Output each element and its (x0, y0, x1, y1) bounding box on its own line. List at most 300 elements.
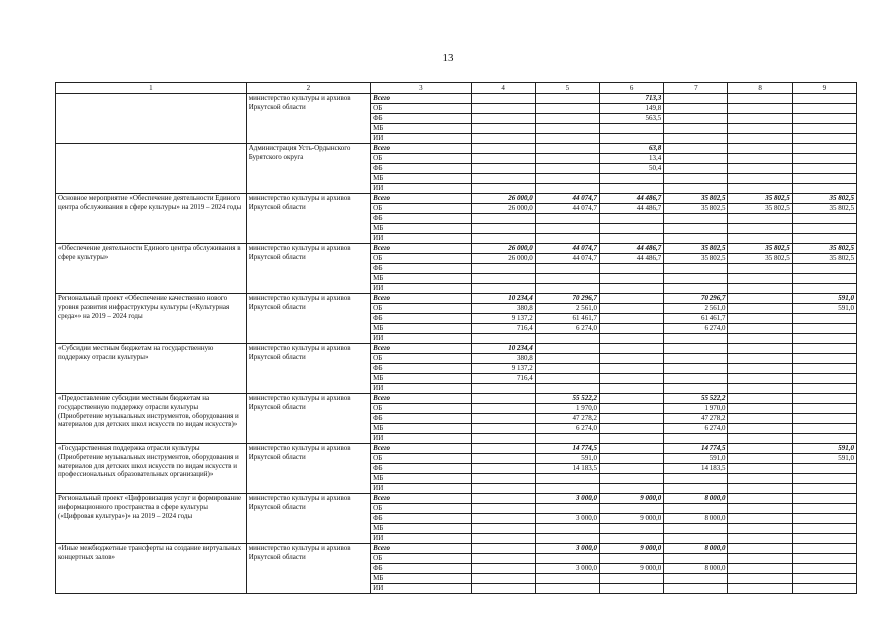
amount-cell-5 (535, 104, 599, 114)
amount-cell-7: 1 970,0 (664, 404, 728, 414)
amount-cell-6 (600, 364, 664, 374)
funding-source: ИИ (371, 434, 471, 444)
amount-cell-6 (600, 274, 664, 284)
amount-cell-5 (535, 174, 599, 184)
amount-cell-5: 1 970,0 (535, 404, 599, 414)
amount-cell-7 (664, 144, 728, 154)
funding-source: ИИ (371, 234, 471, 244)
amount-cell-4: 9 137,2 (471, 364, 535, 374)
funding-source: МБ (371, 374, 471, 384)
amount-cell-5 (535, 504, 599, 514)
amount-cell-6 (600, 414, 664, 424)
amount-cell-9: 591,0 (792, 444, 856, 454)
funding-source: ИИ (371, 134, 471, 144)
funding-source: ОБ (371, 354, 471, 364)
amount-cell-5 (535, 554, 599, 564)
funding-source: ФБ (371, 514, 471, 524)
amount-cell-4 (471, 114, 535, 124)
amount-cell-6 (600, 524, 664, 534)
amount-cell-5: 2 561,0 (535, 304, 599, 314)
amount-cell-5: 44 074,7 (535, 194, 599, 204)
amount-cell-5 (535, 374, 599, 384)
amount-cell-4 (471, 524, 535, 534)
funding-source: ИИ (371, 384, 471, 394)
amount-cell-8 (728, 464, 792, 474)
amount-cell-8 (728, 234, 792, 244)
measure-name (56, 94, 247, 144)
amount-cell-9 (792, 134, 856, 144)
amount-cell-8 (728, 544, 792, 554)
amount-cell-6 (600, 354, 664, 364)
col-header-1: 1 (56, 83, 247, 94)
amount-cell-8 (728, 144, 792, 154)
amount-cell-9 (792, 464, 856, 474)
amount-cell-5 (535, 584, 599, 594)
amount-cell-6: 9 000,0 (600, 544, 664, 554)
amount-cell-9 (792, 94, 856, 104)
amount-cell-7 (664, 94, 728, 104)
amount-cell-4: 26 000,0 (471, 244, 535, 254)
amount-cell-8 (728, 384, 792, 394)
amount-cell-4: 380,8 (471, 304, 535, 314)
amount-cell-7 (664, 214, 728, 224)
amount-cell-6: 13,4 (600, 154, 664, 164)
col-header-8: 8 (728, 83, 792, 94)
amount-cell-4: 26 000,0 (471, 254, 535, 264)
amount-cell-8 (728, 484, 792, 494)
funding-source: ИИ (371, 484, 471, 494)
amount-cell-8 (728, 304, 792, 314)
amount-cell-9: 591,0 (792, 294, 856, 304)
amount-cell-7 (664, 534, 728, 544)
executor-name: министерство культуры и архивов Иркутской области (246, 544, 370, 594)
amount-cell-7: 35 802,5 (664, 204, 728, 214)
funding-source: МБ (371, 224, 471, 234)
amount-cell-9 (792, 564, 856, 574)
amount-cell-9 (792, 284, 856, 294)
funding-source: Всего (371, 294, 471, 304)
amount-cell-5: 14 183,5 (535, 464, 599, 474)
amount-cell-9: 35 802,5 (792, 194, 856, 204)
funding-source: МБ (371, 174, 471, 184)
amount-cell-9 (792, 434, 856, 444)
amount-cell-7 (664, 524, 728, 534)
amount-cell-4: 716,4 (471, 374, 535, 384)
funding-source: ОБ (371, 454, 471, 464)
amount-cell-4 (471, 414, 535, 424)
amount-cell-4 (471, 484, 535, 494)
measure-name: «Иные межбюджетные трансферты на создание виртуальных концертных залов» (56, 544, 247, 594)
amount-cell-4 (471, 514, 535, 524)
funding-source: МБ (371, 324, 471, 334)
amount-cell-7: 47 278,2 (664, 414, 728, 424)
amount-cell-5: 3 000,0 (535, 564, 599, 574)
amount-cell-6 (600, 574, 664, 584)
amount-cell-9 (792, 404, 856, 414)
amount-cell-7 (664, 124, 728, 134)
col-header-4: 4 (471, 83, 535, 94)
amount-cell-4 (471, 584, 535, 594)
amount-cell-9 (792, 124, 856, 134)
amount-cell-4 (471, 504, 535, 514)
amount-cell-9 (792, 424, 856, 434)
amount-cell-4: 10 234,4 (471, 344, 535, 354)
amount-cell-5: 3 000,0 (535, 494, 599, 504)
amount-cell-7 (664, 374, 728, 384)
table-row (56, 94, 857, 104)
amount-cell-9 (792, 414, 856, 424)
amount-cell-5 (535, 114, 599, 124)
budget-table (55, 82, 857, 594)
amount-cell-6 (600, 264, 664, 274)
amount-cell-6: 44 486,7 (600, 194, 664, 204)
amount-cell-8: 35 802,5 (728, 254, 792, 264)
amount-cell-7 (664, 504, 728, 514)
amount-cell-6 (600, 324, 664, 334)
amount-cell-8 (728, 584, 792, 594)
amount-cell-4 (471, 124, 535, 134)
amount-cell-6 (600, 444, 664, 454)
amount-cell-8 (728, 264, 792, 274)
amount-cell-8 (728, 154, 792, 164)
amount-cell-5 (535, 524, 599, 534)
amount-cell-6: 9 000,0 (600, 564, 664, 574)
amount-cell-6 (600, 214, 664, 224)
amount-cell-9 (792, 494, 856, 504)
amount-cell-9 (792, 394, 856, 404)
amount-cell-8 (728, 404, 792, 414)
amount-cell-8: 35 802,5 (728, 204, 792, 214)
funding-source: ФБ (371, 164, 471, 174)
table-row (56, 494, 857, 504)
amount-cell-9 (792, 234, 856, 244)
amount-cell-8 (728, 474, 792, 484)
amount-cell-9 (792, 514, 856, 524)
amount-cell-5 (535, 234, 599, 244)
amount-cell-6: 9 000,0 (600, 494, 664, 504)
amount-cell-8 (728, 534, 792, 544)
amount-cell-6 (600, 174, 664, 184)
amount-cell-6 (600, 124, 664, 134)
amount-cell-4 (471, 164, 535, 174)
amount-cell-7 (664, 224, 728, 234)
amount-cell-5 (535, 534, 599, 544)
amount-cell-7: 6 274,0 (664, 324, 728, 334)
table-body (56, 83, 857, 594)
amount-cell-6 (600, 294, 664, 304)
amount-cell-7 (664, 584, 728, 594)
amount-cell-9 (792, 314, 856, 324)
amount-cell-6 (600, 424, 664, 434)
amount-cell-7: 35 802,5 (664, 194, 728, 204)
amount-cell-6 (600, 314, 664, 324)
amount-cell-4 (471, 454, 535, 464)
funding-source: ФБ (371, 264, 471, 274)
amount-cell-5 (535, 264, 599, 274)
amount-cell-6 (600, 434, 664, 444)
table-row (56, 144, 857, 154)
amount-cell-6 (600, 374, 664, 384)
amount-cell-9 (792, 334, 856, 344)
col-header-9: 9 (792, 83, 856, 94)
amount-cell-8 (728, 414, 792, 424)
amount-cell-8: 35 802,5 (728, 244, 792, 254)
amount-cell-5 (535, 364, 599, 374)
amount-cell-9 (792, 574, 856, 584)
amount-cell-5 (535, 354, 599, 364)
amount-cell-8 (728, 114, 792, 124)
amount-cell-7 (664, 554, 728, 564)
amount-cell-8 (728, 184, 792, 194)
amount-cell-4 (471, 394, 535, 404)
header-row (56, 83, 857, 94)
amount-cell-9: 35 802,5 (792, 244, 856, 254)
funding-source: ФБ (371, 214, 471, 224)
amount-cell-8 (728, 224, 792, 234)
amount-cell-9 (792, 174, 856, 184)
funding-source: Всего (371, 494, 471, 504)
funding-source: Всего (371, 144, 471, 154)
measure-name: «Государственная поддержка отрасли культуры (Приобретение музыкальных инструментов, оборудования и материалов для детских школ искусств по видам искусств и профессиональных образовательных организаций)» (56, 444, 247, 494)
funding-source: ОБ (371, 204, 471, 214)
amount-cell-7 (664, 344, 728, 354)
funding-source: ФБ (371, 114, 471, 124)
amount-cell-9 (792, 524, 856, 534)
amount-cell-7 (664, 104, 728, 114)
table-row (56, 194, 857, 204)
amount-cell-6: 9 000,0 (600, 514, 664, 524)
executor-name: министерство культуры и архивов Иркутской области (246, 394, 370, 444)
funding-source: МБ (371, 574, 471, 584)
amount-cell-4 (471, 424, 535, 434)
amount-cell-5 (535, 184, 599, 194)
amount-cell-5: 591,0 (535, 454, 599, 464)
amount-cell-6: 44 486,7 (600, 244, 664, 254)
amount-cell-6: 50,4 (600, 164, 664, 174)
executor-name: министерство культуры и архивов Иркутской области (246, 244, 370, 294)
amount-cell-8 (728, 454, 792, 464)
amount-cell-5 (535, 484, 599, 494)
amount-cell-4 (471, 534, 535, 544)
amount-cell-7: 61 461,7 (664, 314, 728, 324)
amount-cell-7 (664, 184, 728, 194)
amount-cell-7 (664, 234, 728, 244)
amount-cell-8 (728, 504, 792, 514)
funding-source: Всего (371, 194, 471, 204)
amount-cell-9 (792, 264, 856, 274)
amount-cell-7 (664, 484, 728, 494)
amount-cell-5 (535, 344, 599, 354)
amount-cell-9 (792, 144, 856, 154)
amount-cell-7 (664, 134, 728, 144)
amount-cell-4 (471, 404, 535, 414)
measure-name: «Субсидии местным бюджетам на государственную поддержку отрасли культуры» (56, 344, 247, 394)
amount-cell-8 (728, 344, 792, 354)
amount-cell-9 (792, 384, 856, 394)
amount-cell-8 (728, 574, 792, 584)
amount-cell-7 (664, 114, 728, 124)
amount-cell-8 (728, 314, 792, 324)
amount-cell-8: 35 802,5 (728, 194, 792, 204)
amount-cell-7: 8 000,0 (664, 564, 728, 574)
amount-cell-8 (728, 274, 792, 284)
amount-cell-6 (600, 404, 664, 414)
funding-source: Всего (371, 344, 471, 354)
measure-name: Региональный проект «Обеспечение качественно нового уровня развития инфраструктуры культуры («Культурная среда»» на 2019 – 2024 годы (56, 294, 247, 344)
amount-cell-7 (664, 364, 728, 374)
funding-source: ОБ (371, 504, 471, 514)
amount-cell-6 (600, 344, 664, 354)
amount-cell-9 (792, 104, 856, 114)
amount-cell-4 (471, 184, 535, 194)
amount-cell-5: 61 461,7 (535, 314, 599, 324)
amount-cell-7 (664, 154, 728, 164)
measure-name: «Обеспечение деятельности Единого центра обслуживания в сфере культуры» (56, 244, 247, 294)
amount-cell-4 (471, 264, 535, 274)
amount-cell-4 (471, 284, 535, 294)
amount-cell-5 (535, 334, 599, 344)
amount-cell-5: 6 274,0 (535, 324, 599, 334)
amount-cell-8 (728, 394, 792, 404)
funding-source: ИИ (371, 284, 471, 294)
amount-cell-6 (600, 534, 664, 544)
amount-cell-8 (728, 214, 792, 224)
funding-source: ОБ (371, 304, 471, 314)
amount-cell-8 (728, 104, 792, 114)
amount-cell-5: 44 074,7 (535, 244, 599, 254)
amount-cell-7: 70 296,7 (664, 294, 728, 304)
executor-name: министерство культуры и архивов Иркутской области (246, 494, 370, 544)
amount-cell-5 (535, 134, 599, 144)
amount-cell-4 (471, 224, 535, 234)
amount-cell-5 (535, 574, 599, 584)
funding-source: ФБ (371, 464, 471, 474)
amount-cell-6 (600, 474, 664, 484)
table-row (56, 294, 857, 304)
funding-source: МБ (371, 524, 471, 534)
amount-cell-4 (471, 564, 535, 574)
amount-cell-6 (600, 304, 664, 314)
amount-cell-4 (471, 104, 535, 114)
funding-source: МБ (371, 124, 471, 134)
amount-cell-4 (471, 474, 535, 484)
amount-cell-7: 14 183,5 (664, 464, 728, 474)
amount-cell-5 (535, 124, 599, 134)
amount-cell-7 (664, 384, 728, 394)
amount-cell-6 (600, 284, 664, 294)
funding-source: ОБ (371, 404, 471, 414)
amount-cell-4 (471, 494, 535, 504)
amount-cell-7: 6 274,0 (664, 424, 728, 434)
amount-cell-5 (535, 154, 599, 164)
amount-cell-6: 149,8 (600, 104, 664, 114)
amount-cell-7 (664, 354, 728, 364)
amount-cell-6 (600, 134, 664, 144)
amount-cell-5 (535, 164, 599, 174)
amount-cell-8 (728, 364, 792, 374)
amount-cell-5: 44 074,7 (535, 254, 599, 264)
amount-cell-8 (728, 354, 792, 364)
amount-cell-9 (792, 354, 856, 364)
table-row (56, 444, 857, 454)
amount-cell-9 (792, 504, 856, 514)
amount-cell-9 (792, 324, 856, 334)
amount-cell-9 (792, 364, 856, 374)
amount-cell-9: 35 802,5 (792, 204, 856, 214)
table-row (56, 344, 857, 354)
amount-cell-9 (792, 474, 856, 484)
amount-cell-9 (792, 184, 856, 194)
amount-cell-7 (664, 334, 728, 344)
table-row (56, 544, 857, 554)
amount-cell-4: 716,4 (471, 324, 535, 334)
amount-cell-6 (600, 464, 664, 474)
amount-cell-9 (792, 154, 856, 164)
funding-source: МБ (371, 424, 471, 434)
amount-cell-8 (728, 334, 792, 344)
funding-source: ОБ (371, 104, 471, 114)
amount-cell-5: 55 522,2 (535, 394, 599, 404)
amount-cell-7 (664, 164, 728, 174)
amount-cell-8 (728, 324, 792, 334)
amount-cell-7: 2 561,0 (664, 304, 728, 314)
amount-cell-4 (471, 334, 535, 344)
amount-cell-8 (728, 434, 792, 444)
amount-cell-7 (664, 434, 728, 444)
amount-cell-4 (471, 94, 535, 104)
amount-cell-8 (728, 294, 792, 304)
amount-cell-9 (792, 374, 856, 384)
amount-cell-7 (664, 474, 728, 484)
funding-source: Всего (371, 94, 471, 104)
amount-cell-5: 14 774,5 (535, 444, 599, 454)
amount-cell-4 (471, 144, 535, 154)
executor-name: министерство культуры и архивов Иркутской области (246, 194, 370, 244)
funding-source: ФБ (371, 314, 471, 324)
amount-cell-4 (471, 154, 535, 164)
amount-cell-7 (664, 274, 728, 284)
amount-cell-7: 14 774,5 (664, 444, 728, 454)
funding-source: МБ (371, 474, 471, 484)
amount-cell-7 (664, 284, 728, 294)
amount-cell-4: 380,8 (471, 354, 535, 364)
amount-cell-9 (792, 274, 856, 284)
amount-cell-6: 63,8 (600, 144, 664, 154)
amount-cell-5: 6 274,0 (535, 424, 599, 434)
amount-cell-7: 35 802,5 (664, 244, 728, 254)
amount-cell-4: 26 000,0 (471, 204, 535, 214)
amount-cell-5 (535, 384, 599, 394)
table-row (56, 394, 857, 404)
amount-cell-5 (535, 434, 599, 444)
amount-cell-8 (728, 174, 792, 184)
measure-name: Региональный проект «Цифровизация услуг и формирование информационного пространства в сфере культуры («Цифровая культура»)» на 2019 – 2024 годы (56, 494, 247, 544)
measure-name: Основное мероприятие «Обеспечение деятельности Единого центра обслуживания в сфере культуры» на 2019 – 2024 годы (56, 194, 247, 244)
amount-cell-9: 35 802,5 (792, 254, 856, 264)
amount-cell-5 (535, 144, 599, 154)
amount-cell-7: 35 802,5 (664, 254, 728, 264)
amount-cell-6 (600, 184, 664, 194)
amount-cell-9 (792, 554, 856, 564)
amount-cell-8 (728, 134, 792, 144)
amount-cell-9: 591,0 (792, 304, 856, 314)
amount-cell-7 (664, 174, 728, 184)
col-header-2: 2 (246, 83, 370, 94)
amount-cell-9 (792, 534, 856, 544)
amount-cell-4 (471, 444, 535, 454)
amount-cell-6 (600, 234, 664, 244)
amount-cell-7: 8 000,0 (664, 544, 728, 554)
